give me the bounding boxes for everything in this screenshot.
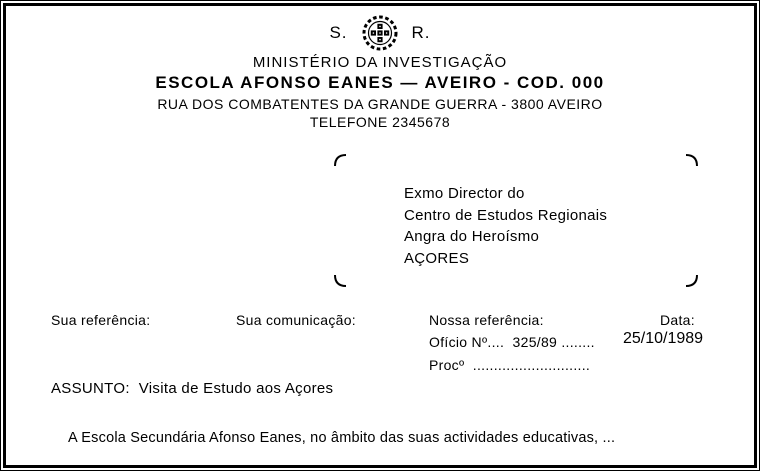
our-reference-label: Nossa referência: <box>429 312 544 328</box>
recipient-line: Exmo Director do <box>404 185 525 202</box>
portuguese-coat-of-arms-icon <box>357 13 403 53</box>
recipient-line: AÇORES <box>404 249 470 267</box>
subject-label: ASSUNTO: <box>51 380 130 397</box>
your-communication-label: Sua comunicação: <box>236 312 356 328</box>
subject-line <box>51 380 333 397</box>
processo-line: Procº ............................ <box>429 357 591 373</box>
ministry-title: MINISTÉRIO DA INVESTIGAÇÃO <box>252 54 508 71</box>
your-reference-label: Sua referência: <box>51 312 151 328</box>
window-corner-bottom-right-icon <box>684 273 700 289</box>
subject-value: Visita de Estudo aos Açores <box>138 380 334 397</box>
window-corner-top-left-icon <box>332 152 348 168</box>
r-label: R. <box>411 23 431 42</box>
body-first-line: A Escola Secundária Afonso Eanes, no âmbito das suas actividades educativas, ... <box>68 430 616 446</box>
oficio-number-line: Ofício Nº.... 325/89 ........ <box>429 334 595 350</box>
s-label: S. <box>329 23 348 42</box>
date-value: 25/10/1989 <box>623 330 704 347</box>
date-label: Data: <box>660 312 695 328</box>
letterhead <box>1 13 759 130</box>
sr-emblem-row <box>1 13 759 53</box>
phone-line: TELEFONE 2345678 <box>309 114 451 130</box>
recipient-line: Angra do Heroísmo <box>404 228 540 245</box>
subject-separator <box>130 380 139 397</box>
recipient-address-block <box>404 183 607 269</box>
window-corner-bottom-left-icon <box>332 273 348 289</box>
street-address: RUA DOS COMBATENTES DA GRANDE GUERRA - 3800 AVEIRO <box>157 96 603 112</box>
school-title: ESCOLA AFONSO EANES — AVEIRO - COD. 000 <box>155 73 605 92</box>
recipient-line: Centro de Estudos Regionais <box>404 206 608 224</box>
torn-paper-edge-icon <box>1 441 760 471</box>
window-corner-top-right-icon <box>684 152 700 168</box>
